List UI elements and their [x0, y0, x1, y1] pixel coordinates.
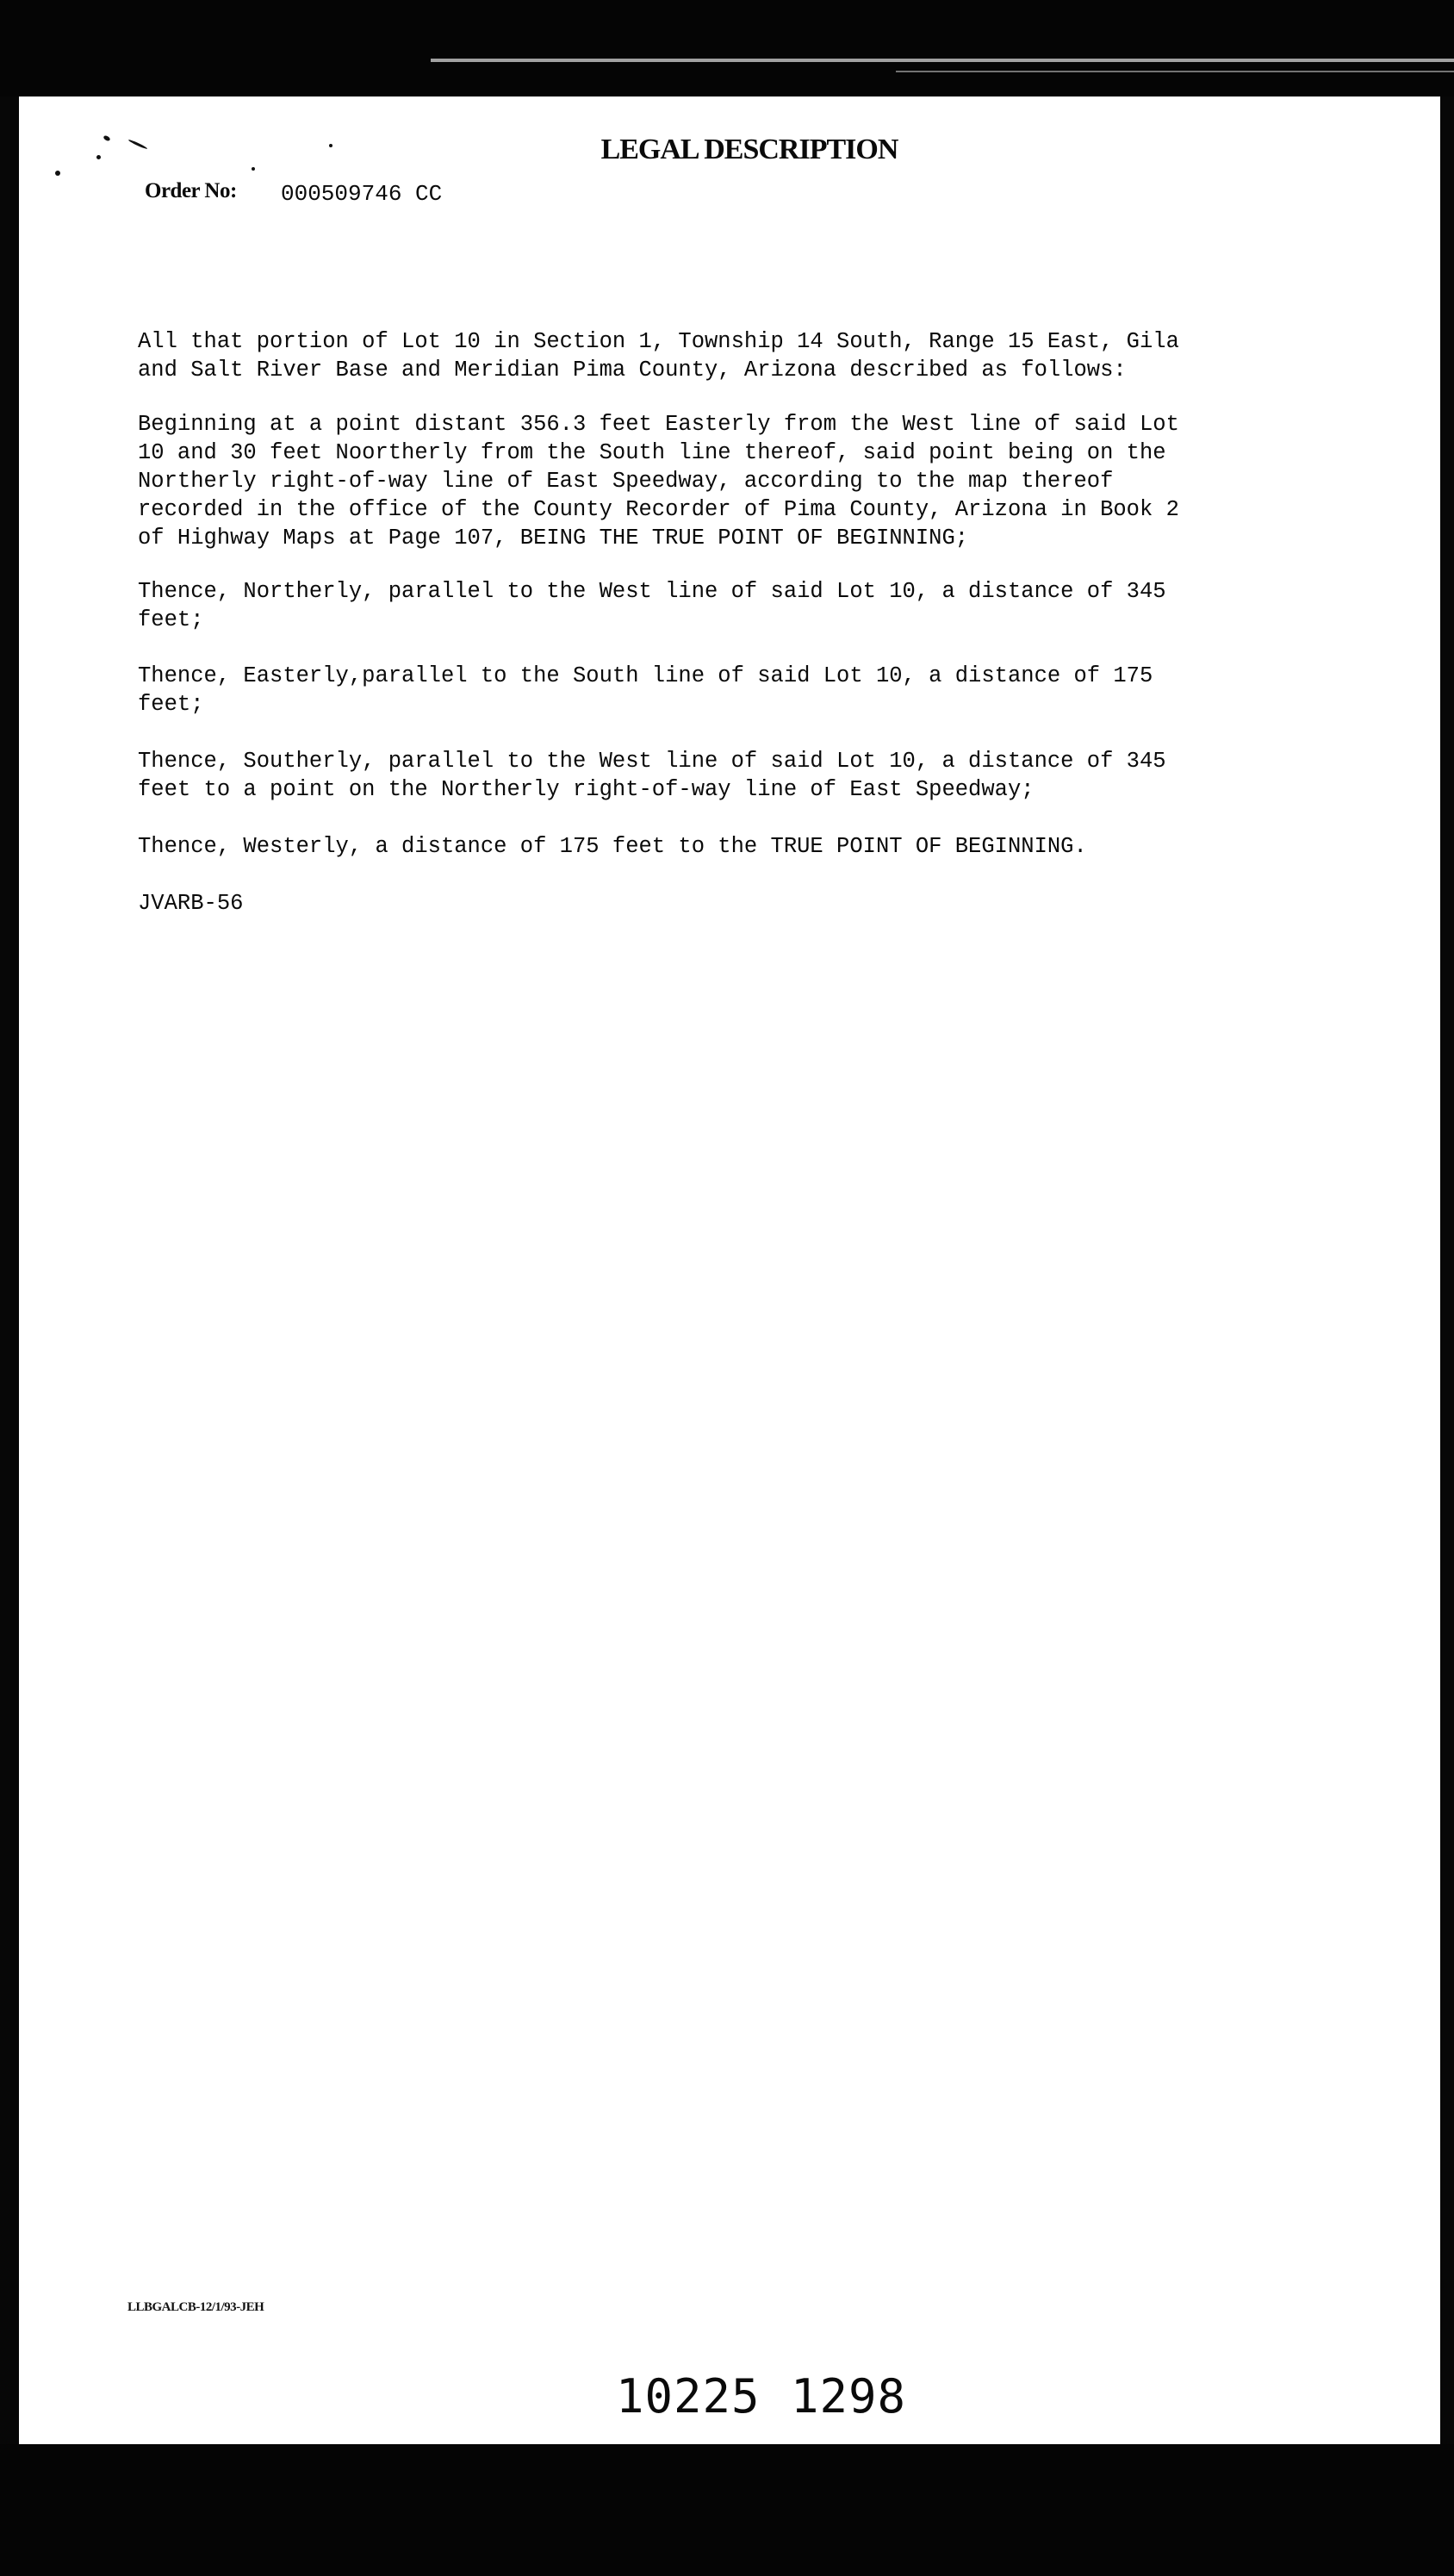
scan-speck: [329, 144, 332, 147]
legal-paragraph-south: Thence, Southerly, parallel to the West line of said Lot 10, a distance of 345 feet to a point on the Northerly right-of-way line of East Speedway;: [138, 749, 1166, 802]
page-title: LEGAL DESCRIPTION: [600, 134, 898, 165]
legal-paragraph-east: Thence, Easterly,parallel to the South line of said Lot 10, a distance of 175 feet;: [138, 663, 1153, 717]
legal-paragraph-beginning: Beginning at a point distant 356.3 feet Easterly from the West line of said Lot 10 and 30 feet Noortherly from the South line thereof, said point being on the Northerly right-of-way line of East Speedway, according to the map thereof recorded in the office of the County Recorder of Pima County, Arizona in Book 2 of Highway Maps at Page 107, BEING THE TRUE POINT OF BEGINNING;: [138, 412, 1179, 551]
legal-paragraph-west: Thence, Westerly, a distance of 175 feet to the TRUE POINT OF BEGINNING.: [138, 834, 1087, 859]
scan-speck: [127, 139, 147, 150]
order-number-label: Order No:: [145, 179, 237, 202]
scan-right-border: [1440, 96, 1454, 2444]
reference-code: JVARB-56: [138, 891, 244, 916]
footer-form-code: LLBGALCB-12/1/93-JEH: [127, 2300, 264, 2314]
order-number-value: 000509746 CC: [281, 181, 443, 207]
scan-left-border: [0, 96, 19, 2444]
legal-paragraph-north: Thence, Northerly, parallel to the West line of said Lot 10, a distance of 345 feet;: [138, 579, 1166, 632]
scan-bottom-border: [0, 2444, 1454, 2576]
scan-speck: [55, 171, 60, 176]
scan-artifact-line: [896, 71, 1454, 72]
docket-number: 10225: [616, 2369, 761, 2424]
scan-speck: [252, 167, 255, 171]
page-number: 1298: [791, 2369, 907, 2424]
scan-speck: [103, 134, 110, 141]
scan-artifact-line: [431, 59, 1454, 62]
scan-speck: [96, 155, 101, 159]
scan-top-border: [0, 0, 1454, 96]
legal-paragraph-intro: All that portion of Lot 10 in Section 1, Township 14 South, Range 15 East, Gila and Salt River Base and Meridian Pima County, Arizona described as follows:: [138, 329, 1179, 383]
